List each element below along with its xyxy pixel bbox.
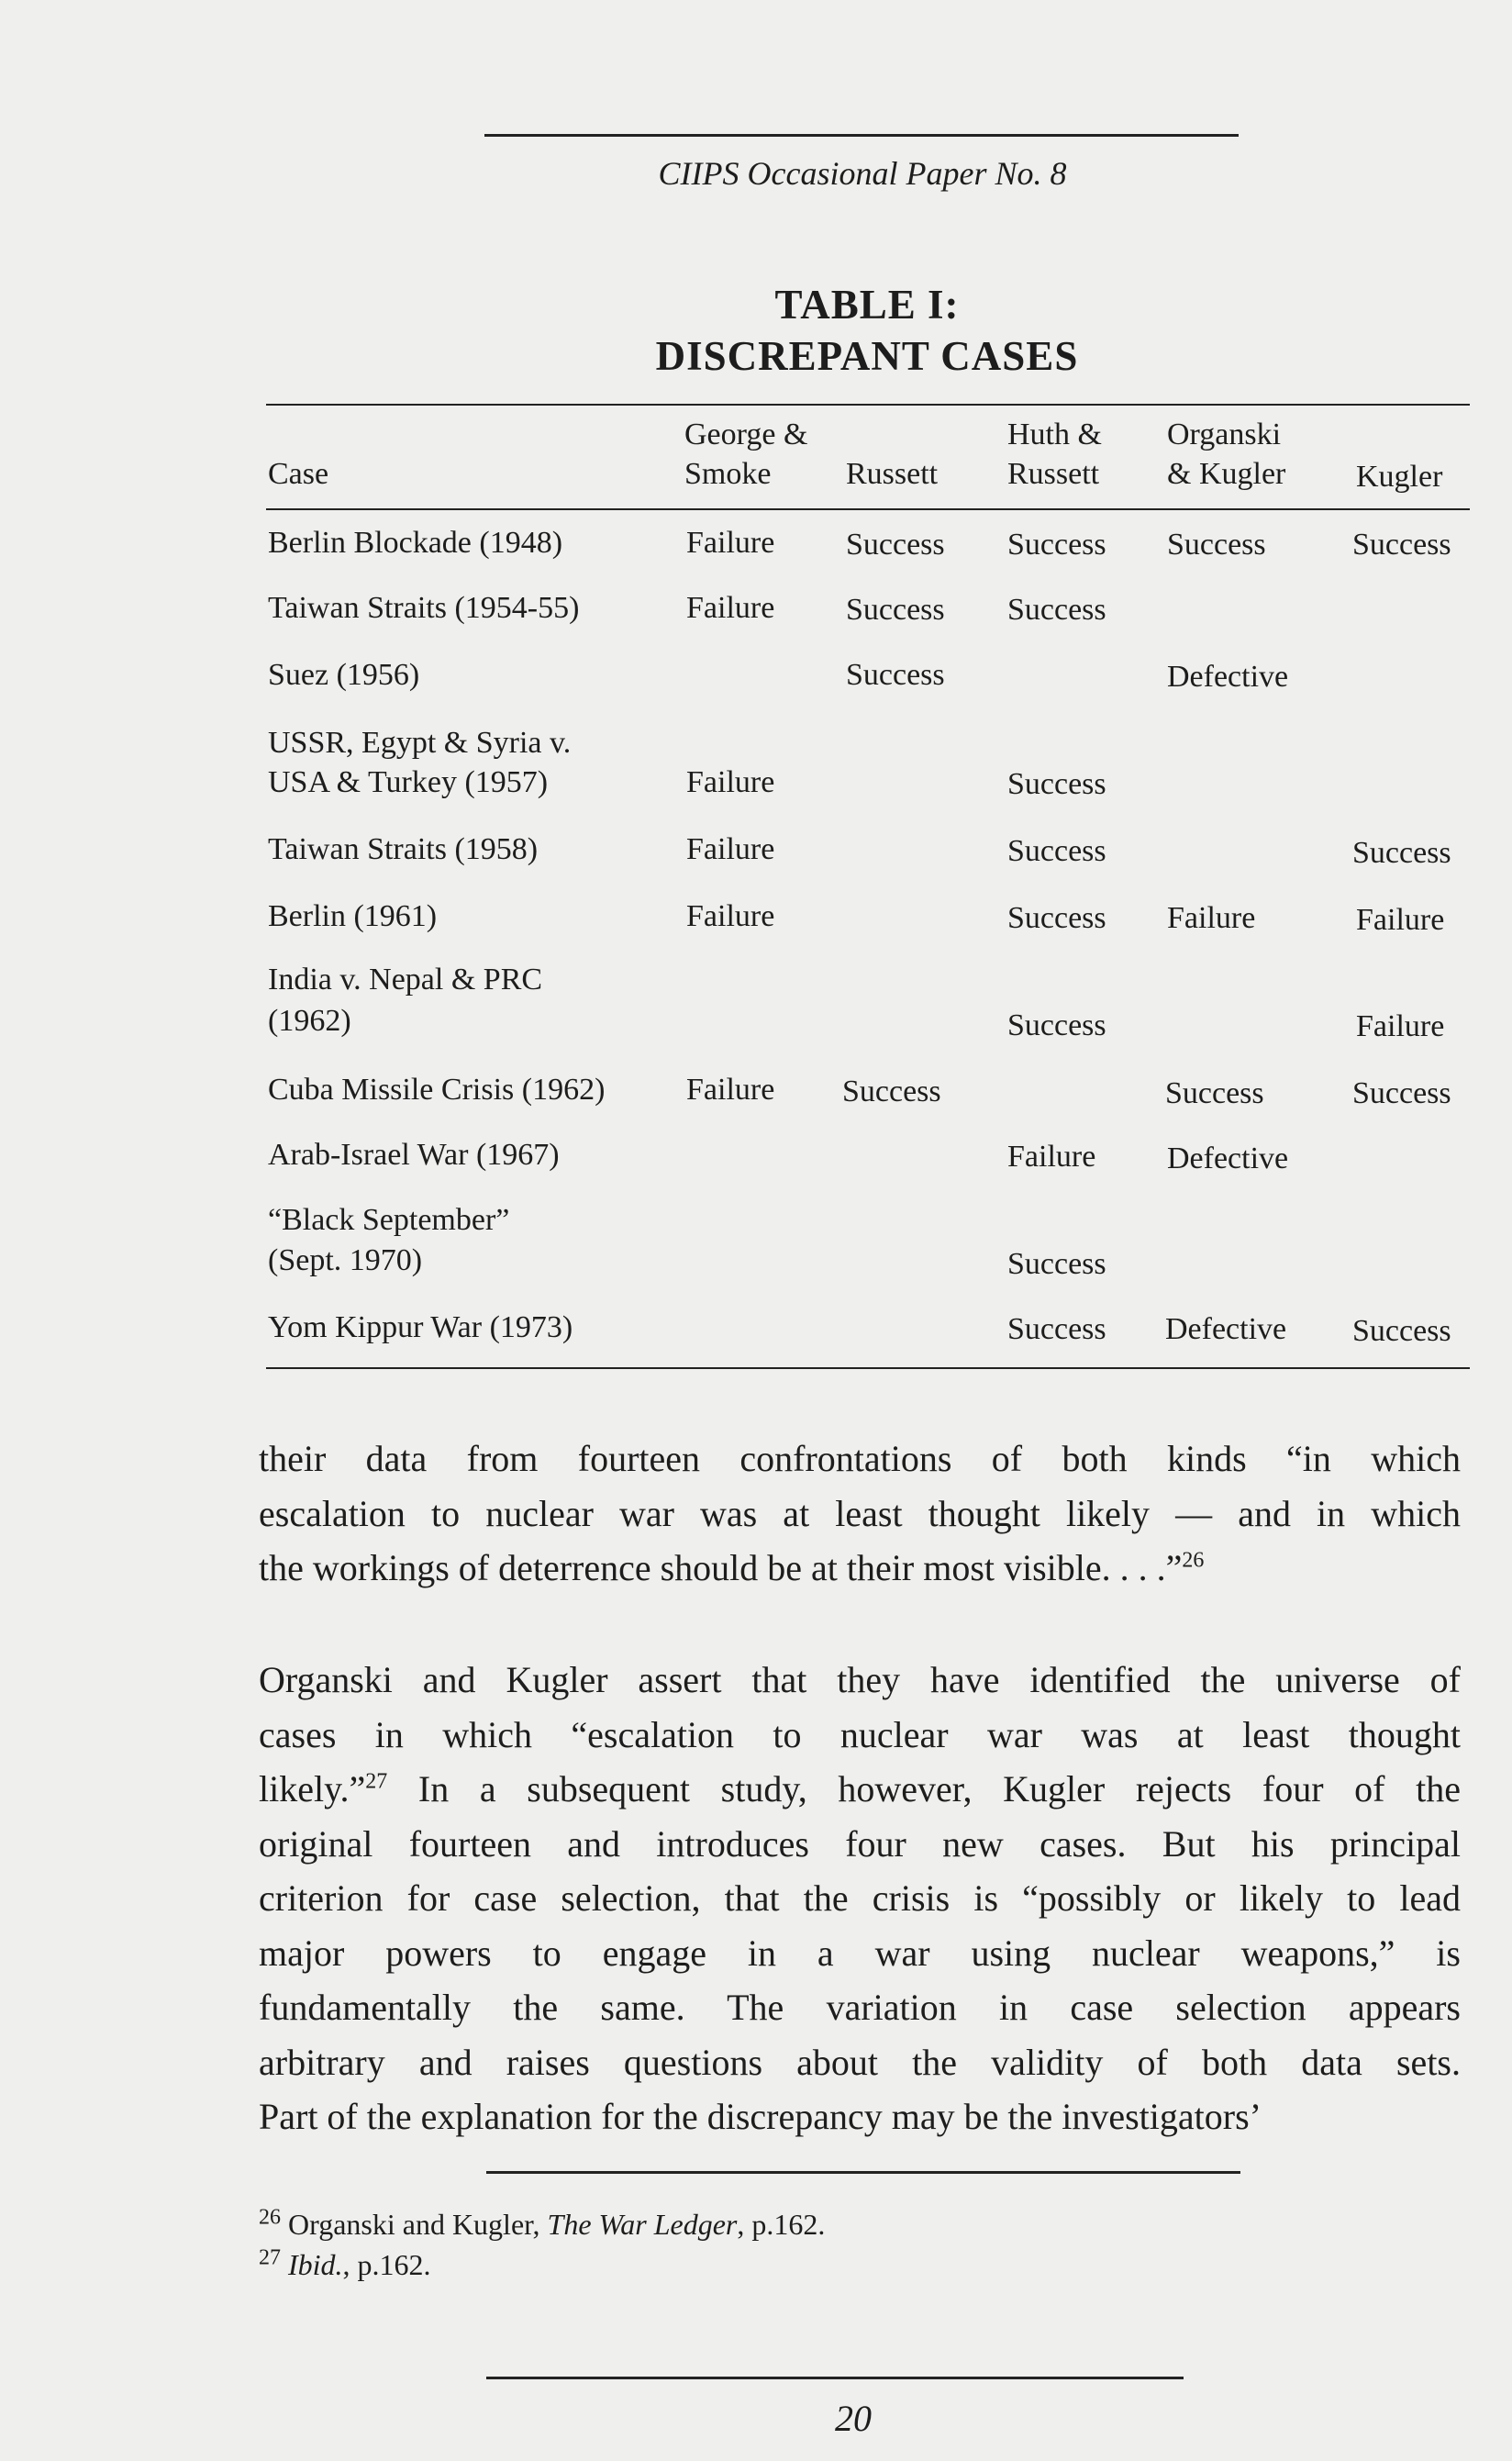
footnote-title: The War Ledger xyxy=(547,2208,738,2241)
col-header-kugler: Kugler xyxy=(1356,460,1443,494)
table-cell-kugler: Success xyxy=(1352,1076,1451,1110)
body-text: In a subsequent study, however, Kugler rejects four of the xyxy=(387,1768,1461,1810)
table-bottom-rule xyxy=(266,1367,1470,1369)
footnote-ref: 26 xyxy=(1182,1548,1205,1573)
table-cell-huth-russett: Success xyxy=(1007,528,1106,562)
body-paragraph-1 xyxy=(259,1431,1461,1596)
table-cell-russett: Success xyxy=(846,528,945,562)
col-header-organski-kugler-1: Organski xyxy=(1167,418,1282,451)
body-line: fundamentally the same. The variation in case selection appears xyxy=(259,1987,1461,2028)
table-row-case: USSR, Egypt & Syria v. xyxy=(268,726,572,760)
table-row-case: Berlin (1961) xyxy=(268,899,438,933)
footnote-text: Organski and Kugler, xyxy=(281,2208,548,2241)
table-cell-george-smoke: Failure xyxy=(686,1073,775,1107)
table-row-case: Cuba Missile Crisis (1962) xyxy=(268,1073,606,1107)
table-cell-huth-russett: Success xyxy=(1007,1247,1106,1281)
body-line: escalation to nuclear war was at least thought likely — and in which xyxy=(259,1492,1461,1534)
col-header-george-smoke-1: George & xyxy=(684,418,808,451)
table-cell-huth-russett: Failure xyxy=(1007,1140,1096,1174)
footnote-number: 26 xyxy=(259,2205,281,2230)
table-cell-huth-russett: Success xyxy=(1007,1008,1106,1042)
body-line: their data from fourteen confrontations of both kinds “in which xyxy=(259,1438,1461,1479)
table-row-case-cont: (1962) xyxy=(268,1004,351,1038)
table-cell-organski-kugler: Success xyxy=(1165,1076,1264,1110)
table-cell-kugler: Success xyxy=(1352,528,1451,562)
body-line: major powers to engage in a war using nuclear weapons,” is xyxy=(259,1932,1461,1974)
body-line: arbitrary and raises questions about the validity of both data sets. xyxy=(259,2041,1461,2083)
table-cell-george-smoke: Failure xyxy=(686,526,775,560)
footnote-text xyxy=(281,2248,288,2281)
col-header-russett: Russett xyxy=(846,457,939,491)
table-cell-organski-kugler: Defective xyxy=(1167,660,1289,694)
table-cell-huth-russett: Success xyxy=(1007,1312,1106,1346)
table-cell-huth-russett: Success xyxy=(1007,834,1106,868)
col-header-huth-russett-2: Russett xyxy=(1007,457,1100,491)
body-text: likely.” xyxy=(259,1768,366,1810)
col-header-organski-kugler-2: & Kugler xyxy=(1167,457,1286,491)
body-line: Organski and Kugler assert that they have identified the universe of xyxy=(259,1659,1461,1700)
body-line: original fourteen and introduces four new cases. But his principal xyxy=(259,1822,1461,1865)
table-cell-organski-kugler: Defective xyxy=(1165,1312,1287,1346)
body-line: cases in which “escalation to nuclear war was at least thought xyxy=(259,1713,1461,1755)
table-cell-russett: Success xyxy=(842,1075,941,1108)
table-cell-george-smoke: Failure xyxy=(686,899,775,933)
body-line: Part of the explanation for the discrepancy may be the investigators’ xyxy=(259,2096,1262,2137)
table-top-rule xyxy=(266,404,1470,406)
footnote-ref: 27 xyxy=(365,1769,388,1794)
table-row-case: Taiwan Straits (1958) xyxy=(268,832,539,866)
table-cell-organski-kugler: Defective xyxy=(1167,1141,1289,1175)
table-row-case: “Black September” xyxy=(268,1203,510,1237)
footnote-text: , p.162. xyxy=(737,2208,826,2241)
body-paragraph-2 xyxy=(259,1653,1461,2144)
body-line: criterion for case selection, that the crisis is “possibly or likely to lead xyxy=(259,1877,1461,1919)
table-cell-kugler: Failure xyxy=(1356,1009,1445,1043)
table-row-case: Arab-Israel War (1967) xyxy=(268,1138,560,1172)
running-header: CIIPS Occasional Paper No. 8 xyxy=(658,155,1067,192)
table-cell-kugler: Success xyxy=(1352,1314,1451,1348)
body-line xyxy=(259,1541,1461,1596)
table-cell-russett: Success xyxy=(846,593,945,627)
table-cell-kugler: Success xyxy=(1352,836,1451,870)
table-row-case-cont: (Sept. 1970) xyxy=(268,1243,423,1277)
page-number: 20 xyxy=(835,2398,872,2439)
footnote-title: Ibid. xyxy=(288,2248,343,2281)
table-row-case: Berlin Blockade (1948) xyxy=(268,526,563,560)
table-cell-george-smoke: Failure xyxy=(686,591,775,625)
page-bottom-rule xyxy=(486,2377,1184,2379)
table-cell-huth-russett: Success xyxy=(1007,767,1106,801)
footnote-number: 27 xyxy=(259,2245,281,2270)
col-header-huth-russett-1: Huth & xyxy=(1007,418,1102,451)
table-cell-kugler: Failure xyxy=(1356,903,1445,937)
footnote-26 xyxy=(259,2206,825,2243)
col-header-case: Case xyxy=(268,457,329,491)
table-cell-organski-kugler: Success xyxy=(1167,528,1266,562)
header-rule xyxy=(484,134,1239,137)
table-title-line2: DISCREPANT CASES xyxy=(655,333,1079,379)
table-row-case-cont: USA & Turkey (1957) xyxy=(268,765,549,799)
table-row-case: India v. Nepal & PRC xyxy=(268,963,543,997)
table-cell-organski-kugler: Failure xyxy=(1167,901,1256,935)
table-cell-george-smoke: Failure xyxy=(686,832,775,866)
body-line xyxy=(259,1762,1461,1817)
footnote-rule xyxy=(486,2171,1240,2174)
table-row-case: Suez (1956) xyxy=(268,658,420,692)
body-text: the workings of deterrence should be at their most visible. . . .” xyxy=(259,1547,1183,1588)
table-cell-russett: Success xyxy=(846,658,945,692)
table-row-case: Taiwan Straits (1954-55) xyxy=(268,591,580,625)
footnote-text: , p.162. xyxy=(342,2248,431,2281)
table-header-rule xyxy=(266,508,1470,510)
table-cell-george-smoke: Failure xyxy=(686,765,775,799)
col-header-george-smoke-2: Smoke xyxy=(684,457,772,491)
table-row-case: Yom Kippur War (1973) xyxy=(268,1310,573,1344)
footnote-27 xyxy=(259,2246,431,2283)
table-cell-huth-russett: Success xyxy=(1007,901,1106,935)
table-title-line1: TABLE I: xyxy=(774,282,960,328)
table-cell-huth-russett: Success xyxy=(1007,593,1106,627)
